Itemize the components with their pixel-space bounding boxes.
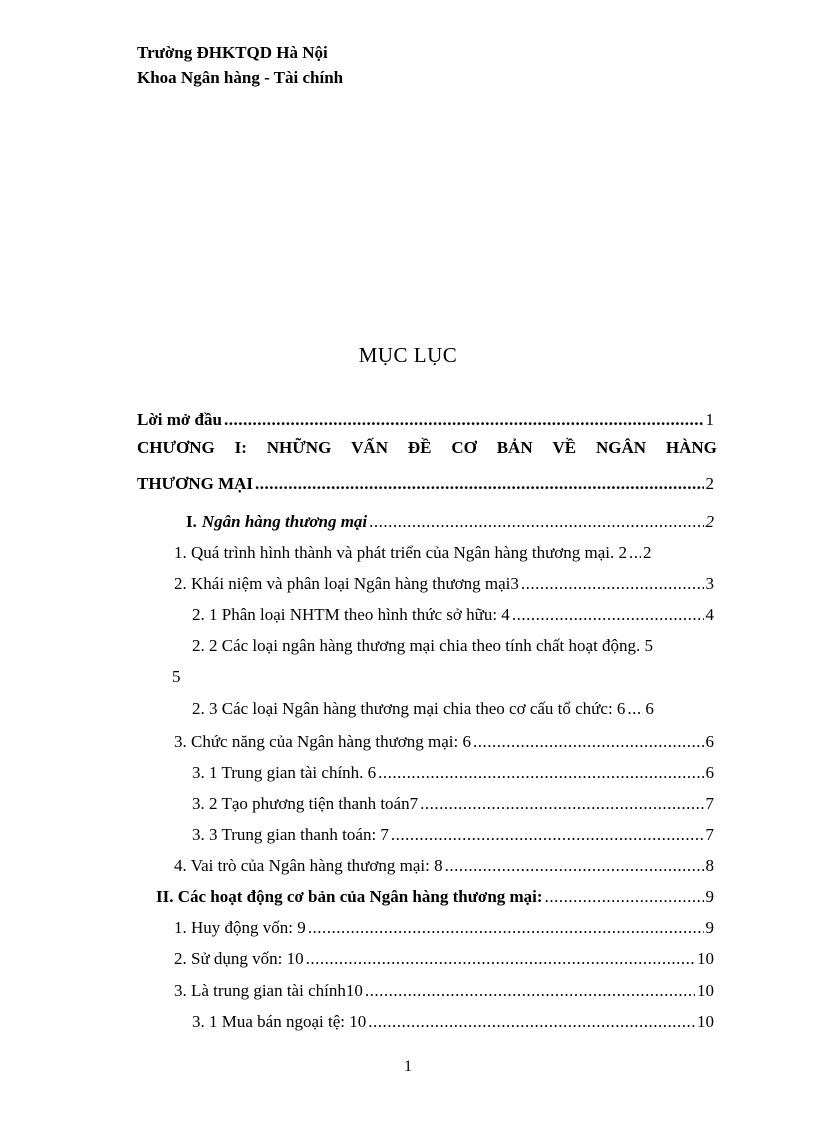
toc-entry-sec2-item3-1 — [192, 1011, 714, 1033]
toc-entry-text: 4. Vai trò của Ngân hàng thương mại: 8 — [174, 856, 443, 875]
faculty-name: Khoa Ngân hàng - Tài chính — [137, 68, 344, 87]
toc-entry-text: Ngân hàng thương mại — [201, 512, 368, 531]
page-title: MỤC LỤC — [358, 343, 458, 367]
toc-page-number: 2 — [705, 512, 714, 531]
toc-entry-text: II. Các hoạt động cơ bản của Ngân hàng thương mại: — [156, 887, 543, 906]
toc-entry-text: Lời mở đầu — [137, 410, 222, 429]
toc-page-number: 9 — [705, 918, 714, 937]
toc-leader-dots — [365, 980, 695, 1002]
toc-page-number: 10 — [697, 1012, 714, 1031]
toc-leader-dots — [368, 1011, 695, 1033]
toc-entry-item2-2-page — [172, 666, 181, 688]
toc-entry-item3-2 — [192, 793, 714, 815]
toc-chapter1-heading — [137, 437, 717, 459]
section-number: I. — [186, 512, 197, 531]
chapter-word: VẤN — [351, 438, 388, 457]
chapter-word: ĐỀ — [407, 438, 432, 457]
university-name: Trường ĐHKTQD Hà Nội — [137, 43, 328, 62]
toc-entry-item3-3 — [192, 824, 714, 846]
toc-entry-item3-1 — [192, 762, 714, 784]
toc-entry-text: 3. Chức năng của Ngân hàng thương mại: 6 — [174, 732, 471, 751]
toc-leader-dots — [308, 917, 704, 939]
toc-page-number: 10 — [697, 949, 714, 968]
toc-page-number: 4 — [705, 605, 714, 624]
toc-entry-item4 — [174, 855, 714, 877]
toc-entry-text: 3. 1 Mua bán ngoại tệ: 10 — [192, 1012, 367, 1031]
toc-entry-chapter1 — [137, 473, 714, 495]
toc-page-number: 2 — [643, 543, 652, 562]
page-number: 1 — [404, 1058, 412, 1075]
toc-entry-sec2-item1 — [174, 917, 714, 939]
toc-page-number: 8 — [705, 856, 714, 875]
toc-page-number: 2 — [705, 474, 714, 493]
chapter-word: HÀNG — [665, 438, 717, 457]
toc-entry-sec2-item3 — [174, 980, 714, 1002]
toc-leader-dots — [445, 855, 704, 877]
toc-entry-text: 3. 3 Trung gian thanh toán: 7 — [192, 825, 389, 844]
toc-entry-text: 1. Huy động vốn: 9 — [174, 918, 306, 937]
toc-leader-dots — [627, 698, 643, 720]
toc-leader-dots — [224, 409, 704, 431]
toc-entry-item2-3 — [192, 698, 714, 720]
toc-entry-text: 2. 1 Phân loại NHTM theo hình thức sở hữu: 4 — [192, 605, 510, 624]
toc-entry-text: 3. 2 Tạo phương tiện thanh toán7 — [192, 794, 419, 813]
toc-page-number: 6 — [645, 699, 654, 718]
toc-page-number: 9 — [705, 887, 714, 906]
toc-leader-dots — [255, 473, 703, 495]
toc-page-number: 3 — [705, 574, 714, 593]
toc-leader-dots — [391, 824, 704, 846]
toc-leader-dots — [473, 731, 704, 753]
toc-page-number: 6 — [705, 732, 714, 751]
toc-entry-text: 2. Sử dụng vốn: 10 — [174, 949, 304, 968]
toc-leader-dots — [512, 604, 704, 626]
toc-page-number: 1 — [705, 410, 714, 429]
toc-leader-dots — [306, 948, 695, 970]
toc-page-number: 5 — [172, 667, 181, 686]
chapter-word: CHƯƠNG — [137, 438, 215, 457]
toc-entry-text: 1. Quá trình hình thành và phát triển của Ngân hàng thương mại. 2 — [174, 543, 628, 562]
toc-entry-item2-1 — [192, 604, 714, 626]
chapter-word: NGÂN — [595, 438, 647, 457]
toc-leader-dots — [420, 793, 703, 815]
toc-page-number: 6 — [705, 763, 714, 782]
toc-page-number: 10 — [697, 981, 714, 1000]
chapter-word: NHỮNG — [266, 438, 332, 457]
toc-entry-item2-2 — [192, 635, 653, 657]
toc-entry-intro — [137, 409, 714, 431]
toc-leader-dots — [521, 573, 704, 595]
toc-entry-section1 — [186, 511, 714, 533]
chapter-word: VỀ — [552, 438, 577, 457]
toc-entry-item3 — [174, 731, 714, 753]
toc-entry-sec2-item2 — [174, 948, 714, 970]
toc-leader-dots — [629, 542, 641, 564]
toc-entry-text: THƯƠNG MẠI — [137, 474, 254, 493]
chapter-word: BẢN — [496, 438, 533, 457]
chapter-word: I: — [234, 438, 247, 457]
toc-leader-dots — [369, 511, 703, 533]
toc-page-number: 7 — [705, 825, 714, 844]
toc-entry-text: 2. Khái niệm và phân loại Ngân hàng thương mại3 — [174, 574, 519, 593]
toc-entry-text: 3. Là trung gian tài chính10 — [174, 981, 363, 1000]
toc-entry-section2 — [156, 886, 714, 908]
toc-entry-item2 — [174, 573, 714, 595]
toc-entry-item1 — [174, 542, 714, 564]
toc-entry-text: 3. 1 Trung gian tài chính. 6 — [192, 763, 377, 782]
toc-page-number: 7 — [705, 794, 714, 813]
document-header — [137, 40, 343, 90]
chapter-word: CƠ — [451, 438, 477, 457]
toc-entry-text: 2. 2 Các loại ngân hàng thương mại chia theo tính chất hoạt động. 5 — [192, 636, 654, 655]
toc-leader-dots — [545, 886, 704, 908]
toc-leader-dots — [378, 762, 703, 784]
toc-entry-text: 2. 3 Các loại Ngân hàng thương mại chia theo cơ cấu tổ chức: 6 — [192, 699, 626, 718]
